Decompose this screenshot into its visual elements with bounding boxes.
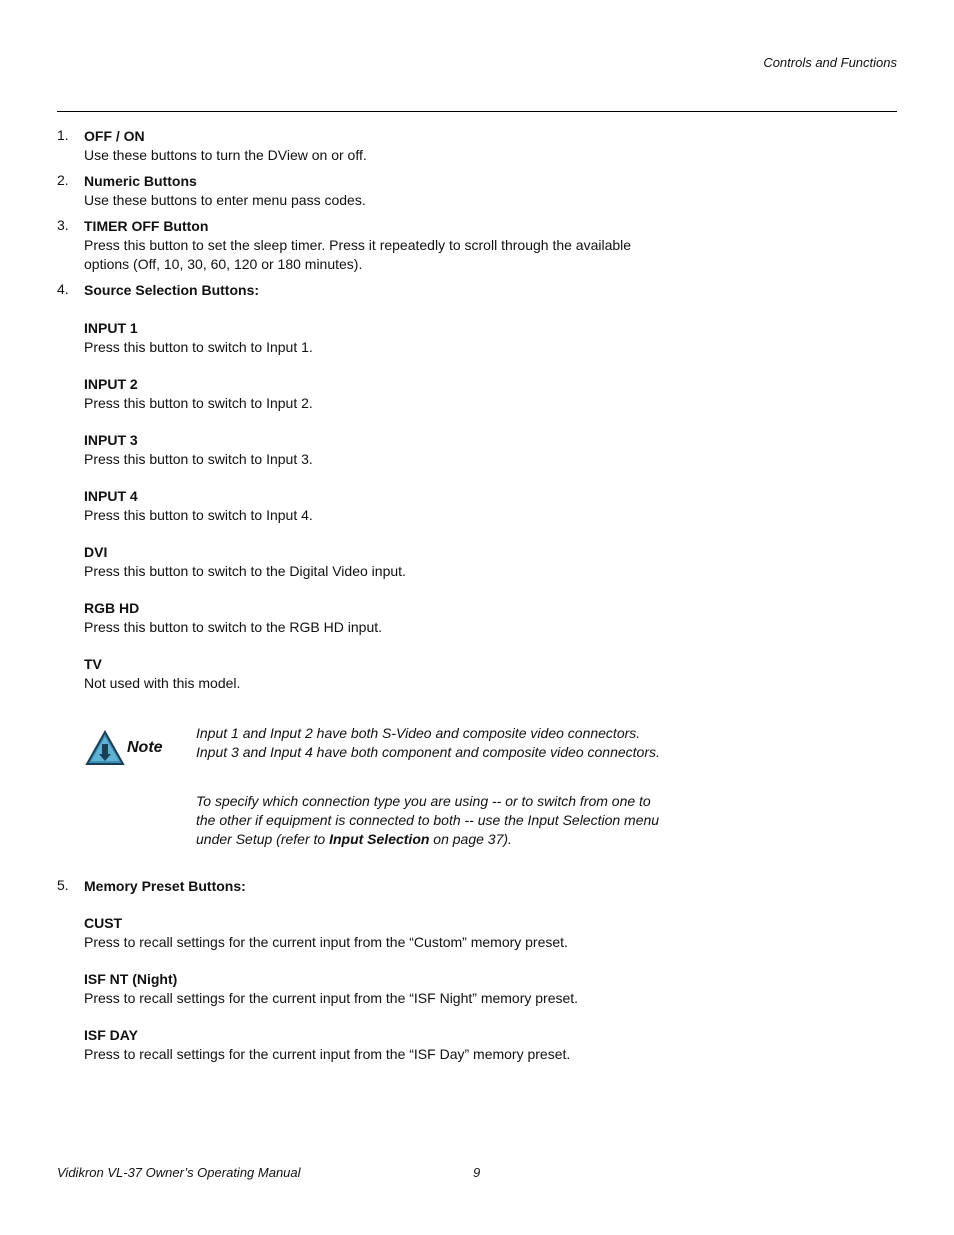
item-title: Numeric Buttons	[84, 173, 197, 189]
note-text-span: on page 37).	[429, 831, 512, 847]
sub-item-title: CUST	[84, 915, 123, 931]
sub-item-title: INPUT 4	[84, 488, 138, 504]
sub-item-description: Press this button to switch to Input 2.	[84, 395, 313, 411]
sub-item-input-3	[84, 431, 644, 469]
item-title: Source Selection Buttons:	[84, 282, 260, 298]
note-pointer-icon	[85, 730, 125, 766]
item-title: TIMER OFF Button	[84, 218, 209, 234]
sub-item-input-2	[84, 375, 644, 413]
sub-item-description: Press to recall settings for the current input from the “ISF Day” memory preset.	[84, 1046, 571, 1062]
note-label: Note	[127, 739, 163, 756]
sub-item-description: Press this button to switch to Input 3.	[84, 451, 313, 467]
sub-item-description: Press this button to switch to the RGB HD input.	[84, 619, 383, 635]
sub-item-input-4	[84, 487, 644, 525]
item-title: OFF / ON	[84, 128, 145, 144]
header-rule	[57, 111, 897, 112]
sub-item-description: Press to recall settings for the current input from the “ISF Night” memory preset.	[84, 990, 579, 1006]
sub-item-title: INPUT 1	[84, 320, 138, 336]
page-number: 9	[473, 1165, 481, 1180]
note-reference-link-text: Input Selection	[329, 831, 430, 847]
list-item	[57, 877, 677, 896]
item-description: Press this button to set the sleep timer. Press it repeatedly to scroll through the available options (Off, 10, 30, 60, 120 or 180 minutes).	[84, 237, 632, 272]
sub-item-title: ISF NT (Night)	[84, 971, 178, 987]
sub-item-rgb-hd	[84, 599, 644, 637]
sub-item-title: INPUT 3	[84, 432, 138, 448]
note-paragraph	[196, 792, 666, 849]
running-header: Controls and Functions	[763, 55, 897, 70]
list-item	[57, 172, 677, 210]
sub-item-isf-night	[84, 970, 644, 1008]
footer-manual-title: Vidikron VL-37 Owner’s Operating Manual	[57, 1165, 301, 1180]
item-description: Use these buttons to turn the DView on or off.	[84, 147, 367, 163]
sub-item-description: Press this button to switch to the Digital Video input.	[84, 563, 406, 579]
sub-item-title: RGB HD	[84, 600, 140, 616]
item-number: 5.	[57, 877, 69, 893]
item-number: 3.	[57, 217, 69, 233]
item-number: 1.	[57, 127, 69, 143]
sub-item-input-1	[84, 319, 644, 357]
item-number: 4.	[57, 281, 69, 297]
sub-item-title: ISF DAY	[84, 1027, 138, 1043]
sub-item-description: Press this button to switch to Input 1.	[84, 339, 313, 355]
list-item	[57, 217, 677, 274]
item-title: Memory Preset Buttons:	[84, 878, 246, 894]
sub-item-cust	[84, 914, 644, 952]
sub-item-dvi	[84, 543, 644, 581]
sub-item-title: INPUT 2	[84, 376, 138, 392]
list-item	[57, 127, 677, 165]
item-number: 2.	[57, 172, 69, 188]
note-text-span: To specify which connection type you are using -- or to switch from one to the other if equipment is connected to both -- use the Input Selection menu under Setup (refer to	[196, 793, 660, 847]
sub-item-title: TV	[84, 656, 102, 672]
list-item	[57, 281, 677, 300]
note-paragraph: Input 1 and Input 2 have both S-Video and composite video connectors. Input 3 and Input 4 have both component and composite video connectors.	[196, 725, 660, 760]
sub-item-description: Press this button to switch to Input 4.	[84, 507, 313, 523]
sub-item-tv	[84, 655, 644, 693]
item-description: Use these buttons to enter menu pass codes.	[84, 192, 366, 208]
sub-item-description: Press to recall settings for the current input from the “Custom” memory preset.	[84, 934, 568, 950]
sub-item-description: Not used with this model.	[84, 675, 241, 691]
sub-item-isf-day	[84, 1026, 644, 1064]
sub-item-title: DVI	[84, 544, 108, 560]
